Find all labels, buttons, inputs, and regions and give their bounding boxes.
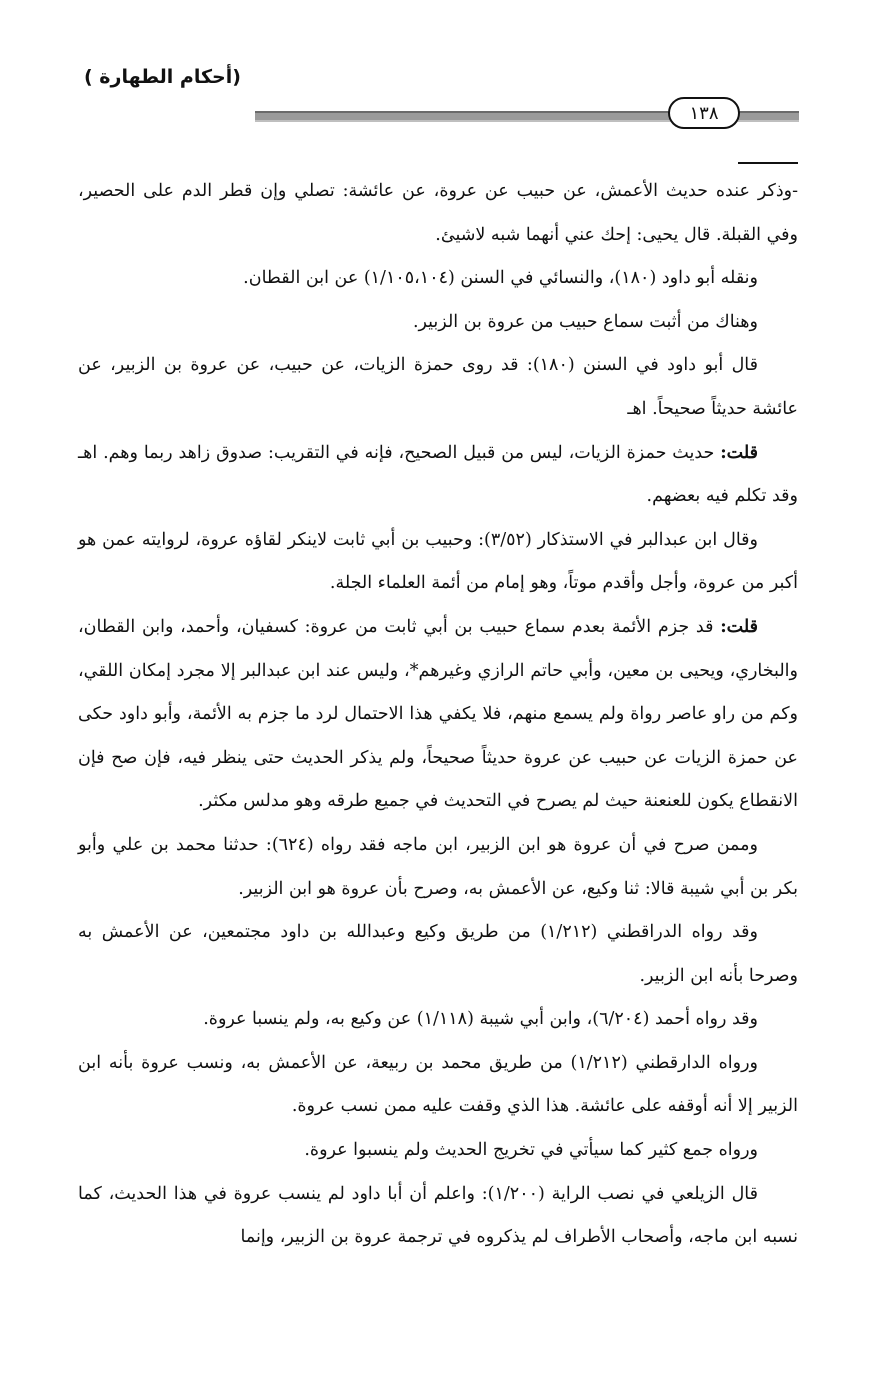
page-body-text (78, 170, 798, 1260)
paragraph (78, 824, 798, 911)
paragraph-text: قد جزم الأئمة بعدم سماع حبيب بن أبي ثابت من عروة: كسفيان، وأحمد، وابن القطان، والبخاري، ويحيى بن معين، وأبي حاتم الرازي وغيرهم*، وليس عند ابن عبدالبر إلا مجرد إمكان اللقي، وكم من راو عاصر رواة ولم يسمع منهم، فلا يكفي هذا الاحتمال لرد ما جزم به الأئمة، وأبو داود حكى عن حمزة الزيات عن حبيب عن عروة حديثاً صحيحاً، ولم يذكر الحديث حتى ينظر فيه، فإن صح فإن الانقطاع يكون للعنعنة حيث لم يصرح في التحديث في جميع طرقه وهو مدلس مكثر. (78, 616, 798, 812)
paragraph (78, 301, 798, 345)
footnote-separator (738, 162, 798, 164)
paragraph (78, 1129, 798, 1173)
paragraph-text: حديث حمزة الزيات، ليس من قبيل الصحيح، فإنه في التقريب: صدوق زاهد ربما وهم. اهـ وقد تكلم فيه بعضهم. (78, 442, 798, 507)
paragraph-text: وقال ابن عبدالبر في الاستذكار (٣/٥٢): وحبيب بن أبي ثابت لاينكر لقاؤه عروة، لروايته عمن هو أكبر من عروة، وأجل وأقدم موتاً، وهو إمام من أئمة العلماء الجلة. (78, 529, 798, 594)
paragraph (78, 170, 798, 257)
paragraph (78, 344, 798, 431)
paragraph (78, 432, 798, 519)
paragraph-text: ورواه جمع كثير كما سيأتي في تخريج الحديث ولم ينسبوا عروة. (304, 1140, 758, 1161)
paragraph-text: وقد رواه الدراقطني (١/٢١٢) من طريق وكيع وعبدالله بن داود مجتمعين، عن الأعمش به وصرحا بأنه ابن الزبير. (78, 922, 798, 986)
paragraph-text: ونقله أبو داود (١٨٠)، والنسائي في السنن (١/١٠٥،١٠٤) عن ابن القطان. (243, 268, 758, 289)
paragraph (78, 519, 798, 606)
paragraph (78, 1042, 798, 1129)
page-number: ١٣٨ (668, 97, 740, 129)
lead-word: قلت: (720, 442, 758, 463)
paragraph-text: قال أبو داود في السنن (١٨٠): قد روى حمزة الزيات، عن حبيب، عن عروة بن الزبير، عن عائشة حديثاً صحيحاً. اهـ (78, 355, 798, 419)
paragraph (78, 257, 798, 301)
paragraph (78, 1173, 798, 1260)
paragraph (78, 606, 798, 824)
running-header-title: (أحكام الطهارة ) (84, 66, 241, 88)
paragraph-text: وممن صرح في أن عروة هو ابن الزبير، ابن ماجه فقد رواه (٦٢٤): حدثنا محمد بن علي وأبو بكر بن أبي شيبة قالا: ثنا وكيع، عن الأعمش به، وصرح بأن عروة هو ابن الزبير. (78, 834, 798, 899)
paragraph (78, 911, 798, 998)
paragraph-text: وقد رواه أحمد (٦/٢٠٤)، وابن أبي شيبة (١/١١٨) عن وكيع به، ولم ينسبا عروة. (203, 1009, 758, 1030)
paragraph-text: ورواه الدارقطني (١/٢١٢) من طريق محمد بن ربيعة، عن الأعمش به، ونسب عروة بأنه ابن الزبير إلا أنه أوقفه على عائشة. هذا الذي وقفت عليه ممن نسب عروة. (78, 1052, 798, 1117)
paragraph-text: وهناك من أثبت سماع حبيب من عروة بن الزبير. (412, 311, 758, 332)
lead-word: قلت: (720, 616, 758, 637)
paragraph (78, 998, 798, 1042)
paragraph-text: -وذكر عنده حديث الأعمش، عن حبيب عن عروة، عن عائشة: تصلي وإن قطر الدم على الحصير، وفي القبلة. قال يحيى: إحك عني أنهما شبه لاشيئ. (78, 181, 798, 245)
paragraph-text: قال الزيلعي في نصب الراية (١/٢٠٠): واعلم أن أبا داود لم ينسب عروة في هذا الحديث، كما نسبه ابن ماجه، وأصحاب الأطراف لم يذكروه في ترجمة عروة بن الزبير، وإنما (78, 1183, 798, 1248)
